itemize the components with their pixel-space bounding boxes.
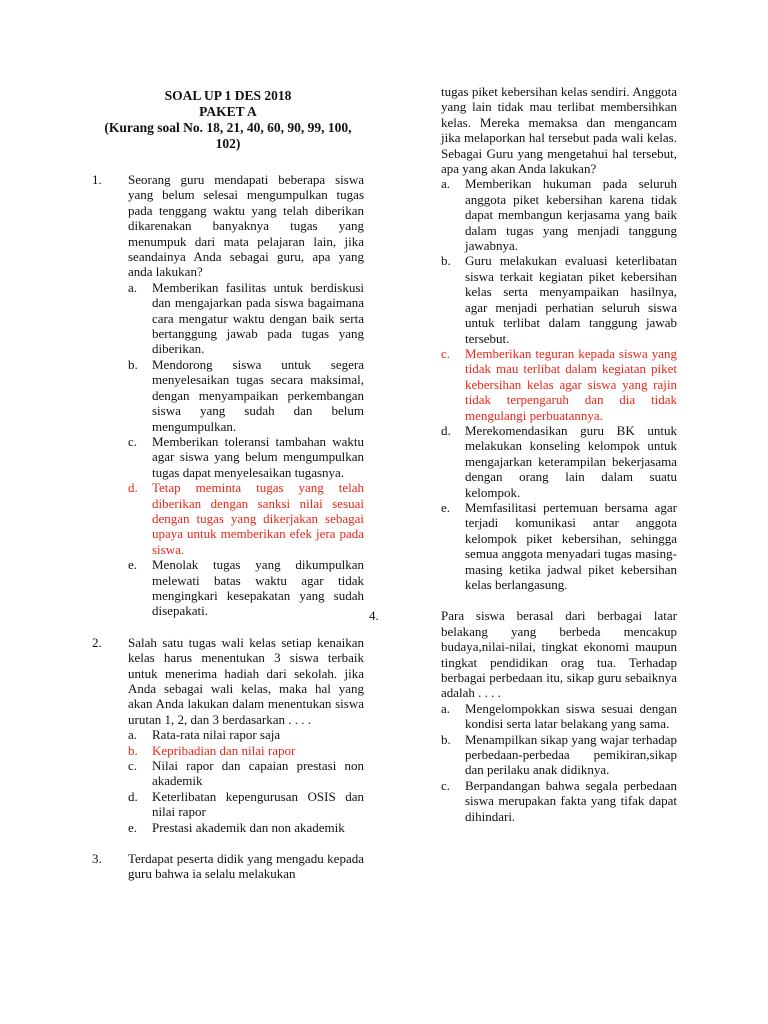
option-c (128, 434, 364, 480)
option-b (441, 732, 677, 778)
option-text: Merekomendasikan guru BK untuk melakukan konseling kelompok untuk mengajarkan keterampilan bekerjasama dengan orang lain dalam suatu kelompok. (465, 422, 677, 500)
option-text: Memberikan teguran kepada siswa yang tidak mau terlibat dalam kegiatan piket kebersihan kelas agar siswa yang rajin tidak terpengaruh dan dia tidak mengulangi perbuatannya. (465, 345, 677, 423)
question-3-options (405, 176, 677, 592)
question-2 (92, 635, 364, 835)
option-a (128, 280, 364, 357)
header-note-cont: 102) (215, 136, 241, 151)
option-letter: d. (128, 788, 138, 804)
option-letter: e. (441, 499, 451, 515)
question-number: 1. (92, 172, 102, 187)
option-letter: b. (441, 253, 451, 269)
option-b (128, 357, 364, 434)
option-letter: c. (441, 777, 451, 793)
option-letter: b. (128, 356, 138, 372)
option-text: Mengelompokkan siswa sesuai dengan kondisi serta latar belakang yang sama. (465, 700, 677, 732)
option-letter: e. (128, 557, 138, 573)
option-letter: d. (128, 480, 138, 496)
header-package: PAKET A (199, 104, 257, 119)
option-list (441, 176, 677, 592)
option-text: Memberikan hukuman pada seluruh anggota piket kebersihan karena tidak dapat membangun kerjasama yang baik dalam tugas yang menjadi tanggung jawabnya. (465, 176, 677, 254)
option-letter: a. (128, 279, 138, 295)
option-c (128, 758, 364, 789)
question-stem: Salah satu tugas wali kelas setiap kenaikan kelas harus menentukan 3 siswa terbaik untuk menerima hadiah dari sekolah. jika Anda sebagai wali kelas, maka hal yang akan Anda lakukan dalam menentukan siswa urutan 1, 2, dan 3 berdasarkan . . . . (128, 634, 364, 727)
option-text: Prestasi akademik dan non akademik (152, 819, 345, 835)
option-letter: c. (128, 758, 138, 774)
document-header (92, 0, 364, 152)
option-text: Rata-rata nilai rapor saja (152, 727, 281, 743)
option-b (441, 253, 677, 345)
question-number: 4. (369, 608, 379, 624)
option-d-answer (128, 480, 364, 557)
option-a (441, 176, 677, 253)
option-text: Berpandangan bahwa segala perbedaan siswa merupakan fakta yang tifak dapat dihindari. (465, 777, 677, 824)
option-a (128, 727, 364, 742)
option-text: Nilai rapor dan capaian prestasi non akademik (152, 758, 364, 789)
option-letter: b. (128, 742, 138, 758)
question-number: 2. (92, 634, 102, 650)
option-letter: e. (128, 819, 138, 835)
option-letter: a. (128, 727, 138, 743)
option-list (128, 727, 364, 835)
question-stem: Seorang guru mendapati beberapa siswa yang belum selesai mengumpulkan tugas pada tenggang waktu yang telah diberikan dikarenakan banyaknya tugas yang menumpuk dari mata pelajaran lain, jika seandainya Anda sebagai guru, apa yang anda lakukan? (128, 172, 364, 280)
option-letter: a. (441, 176, 451, 192)
option-letter: c. (441, 345, 451, 361)
option-text: Memfasilitasi pertemuan bersama agar terjadi komunikasi antar anggota kelompok piket kebersihan, sehingga semua anggota menyadari tugas masing-masing ketika jadwal piket kebersihan kelas berlangasung. (465, 499, 677, 592)
header-title: SOAL UP 1 DES 2018 (164, 88, 292, 103)
option-e (128, 820, 364, 835)
left-column (92, 0, 364, 882)
question-3 (92, 851, 364, 882)
question-stem: Para siswa berasal dari berbagai latar belakang yang berbeda mencakup budaya,nilai-nilai, tingkat ekonomi maupun tingkat pendidikan orag tua. Terhadap berbagai perbedaan itu, sikap guru sebaiknya adalah . . . . (441, 608, 677, 701)
option-text: Keterlibatan kepengurusan OSIS dan nilai rapor (152, 788, 364, 820)
question-number: 3. (92, 851, 102, 867)
option-text: Memberikan toleransi tambahan waktu agar siswa yang belum mengumpulkan tugas dapat menyelesaikan tugasnya. (152, 433, 364, 480)
option-c (441, 778, 677, 824)
option-list (441, 701, 677, 824)
option-text: Menampilkan sikap yang wajar terhadap perbedaan-perbedaa pemikiran,sikap dan perilaku anak didiknya. (465, 731, 677, 778)
option-a (441, 701, 677, 732)
question-stem: Terdapat peserta didik yang mengadu kepada guru bahwa ia selalu melakukan (128, 851, 364, 882)
option-c-answer (441, 346, 677, 423)
option-letter: d. (441, 422, 451, 438)
question-4 (369, 608, 677, 824)
option-text: Mendorong siswa untuk segera menyelesaikan tugas secara maksimal, dengan menyampaikan perkembangan siswa yang sudah dan belum mengumpulkan. (152, 356, 364, 434)
option-letter: b. (441, 731, 451, 747)
question-3-stem-continued: tugas piket kebersihan kelas sendiri. Anggota yang lain tidak mau terlibat membersihkan kelas. Mereka memaksa dan mengancam jika melaporkan hal tersebut pada wali kelas. Sebagai Guru yang mengetahui hal tersebut, apa yang akan Anda lakukan? (441, 84, 677, 177)
question-1 (92, 172, 364, 619)
option-d (441, 423, 677, 500)
option-text: Menolak tugas yang dikumpulkan melewati batas waktu agar tidak mengingkari kesepakatan yang sudah disepakati. (152, 557, 364, 619)
header-note: (Kurang soal No. 18, 21, 40, 60, 90, 99, 100, (104, 120, 352, 135)
option-letter: c. (128, 433, 138, 449)
option-text: Guru melakukan evaluasi keterlibatan siswa terkait kegiatan piket kebersihan kelas serta menyampaikan hasilnya, agar menjadi perhatian seluruh siswa untuk terlibat dalam tanggung jawab tersebut. (465, 253, 677, 346)
option-e (441, 500, 677, 592)
option-b-answer (128, 743, 364, 758)
option-text: Kepribadian dan nilai rapor (152, 742, 296, 758)
option-d (128, 789, 364, 820)
right-column (369, 0, 677, 824)
option-text: Memberikan fasilitas untuk berdiskusi dan mengajarkan pada siswa bagaimana cara mengatur waktu dengan baik serta bertanggung jawab pada tugas yang diberikan. (152, 279, 364, 357)
option-e (128, 557, 364, 619)
option-list (128, 280, 364, 619)
option-letter: a. (441, 700, 451, 716)
option-text: Tetap meminta tugas yang telah diberikan dengan sanksi nilai sesuai dengan tugas yang dikerjakan sebagai upaya untuk memberikan efek jera pada siswa. (152, 480, 364, 557)
